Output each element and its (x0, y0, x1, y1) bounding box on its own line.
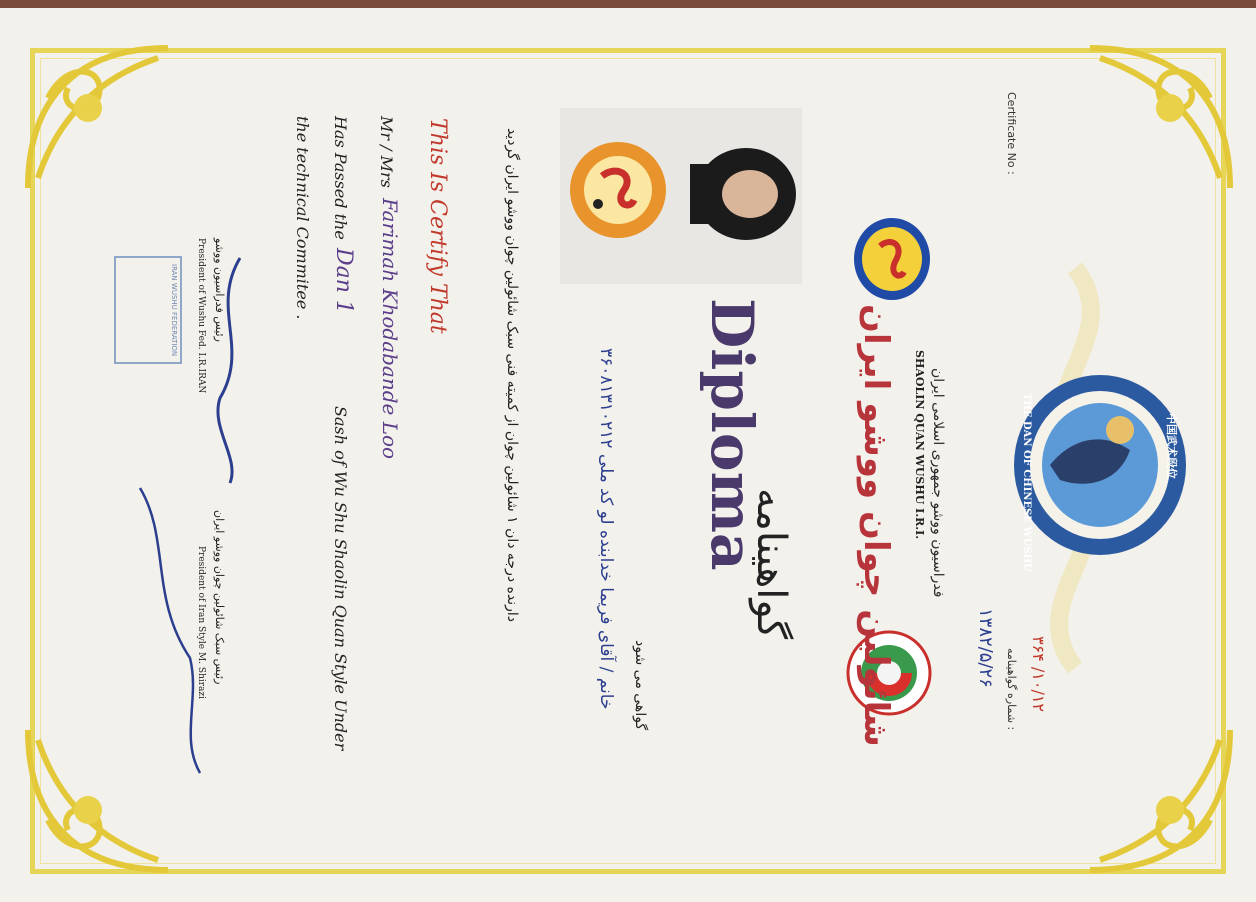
member-photo (560, 108, 802, 284)
sig-left-en: President of Wushu Fed. I.R.IRAN (196, 238, 206, 394)
certificate-sheet (0, 8, 1256, 902)
en-name: Farimah Khodabande Loo (378, 198, 402, 460)
sig-left-fa: رئیس فدراسیون ووشو (213, 238, 226, 342)
en-passed-suffix: Sash of Wu Shu Shaolin Quan Style Under (331, 406, 350, 751)
org-name-fa-line2: شائولین چوان ووشو ایران (856, 304, 896, 747)
shaolin-badge-icon (568, 138, 668, 242)
en-dan: Dan 1 (331, 248, 356, 314)
en-name-prefix: Mr / Mrs (377, 116, 396, 188)
official-stamp (114, 256, 182, 364)
fa-body-line1: گواهی می شود (632, 640, 648, 731)
title-fa: گواهینامه (748, 488, 794, 640)
sig-right-fa: رئیس سبک شائولین چوان ووشو ایران (213, 510, 226, 685)
certificate-no-label: Certificate No : (1005, 92, 1018, 175)
sig-right-en: President of Iran Style M. Shirazi (196, 546, 206, 700)
date-value: ۳۶۴ /۱۰/۱۲ (1029, 636, 1048, 713)
stamp-text: IRAN WUSHU FEDERATION (170, 264, 178, 357)
person-portrait-icon (688, 144, 796, 244)
ornament-corner-icon (1080, 38, 1240, 198)
org-name-fa-line1: فدراسیون ووشو جمهوری اسلامی ایران (930, 368, 946, 598)
ornament-corner-icon (18, 38, 178, 198)
org-name-en: SHAOLIN QUAN WUSHU I.R.I. (913, 350, 926, 540)
en-passed-prefix: Has Passed the (331, 116, 350, 240)
en-certify: This Is Certify That (425, 118, 450, 334)
left-signature-icon (200, 248, 260, 488)
title-en: Diploma (698, 298, 766, 571)
fa-body-line3: دارنده درجه دان ۱ شائولین چوان از کمیته فنی سبک شائولین چوان ووشو ایران گردید (504, 128, 520, 623)
reg-number-label: شماره گواهینامه : (1005, 648, 1018, 731)
ornament-corner-icon (1080, 720, 1240, 880)
seal-chinese-text: 中国武术段位 (1165, 413, 1178, 479)
fa-body-line2: خانم / آقای فریما خدابنده لو کد ملی ۳۶۰۸۱۳۱۰۲۱۲ (596, 348, 616, 710)
shaolin-logo-icon (852, 216, 932, 302)
seal-caption: THE DAN OF CHINESE WUSHU (1021, 393, 1032, 572)
chinese-wushu-seal-icon (1010, 370, 1190, 560)
reg-number-value: ۱۳۸۲/۵/۲۶ (975, 608, 996, 688)
en-committee: the technical Commitee . (293, 116, 312, 320)
